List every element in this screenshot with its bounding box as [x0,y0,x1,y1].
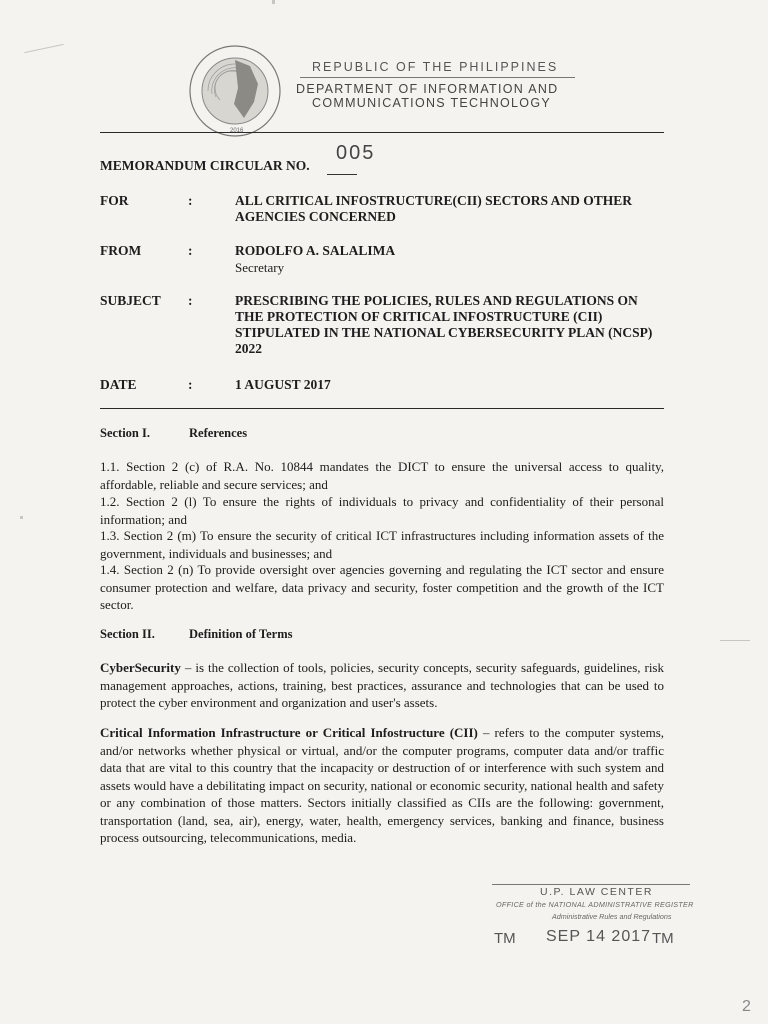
date-value: 1 AUGUST 2017 [235,377,331,392]
section-1-number: Section I. [100,426,150,440]
scan-mark [272,0,275,4]
header-department-line1: DEPARTMENT OF INFORMATION AND [296,82,559,96]
from-colon: : [188,243,193,258]
scan-mark [20,516,23,519]
page-number: 2 [742,998,751,1015]
header-department-line2: COMMUNICATIONS TECHNOLOGY [312,96,551,110]
scan-mark [720,640,750,641]
section-2-number: Section II. [100,627,155,641]
header-rule [100,132,664,133]
definition-text: – refers to the computer systems, and/or networks whether physical or virtual, and/or the computer programs, computer data and/or traffic data that are vital to this country that the incapacity or destruction of or interference with such system and assets would have a debilitating impact on security, national or economic security, national health and safety or any combination of those matters. Sectors initially classified as CIIs are the following: government, transportation (land, sea, air), energy, water, health, emergency services, banking and finance, business process outsourcing, telecommunications, media. [100,725,665,845]
header-republic: REPUBLIC OF THE PHILIPPINES [312,60,559,74]
from-value: RODOLFO A. SALALIMA [235,243,396,258]
reference-item: 1.2. Section 2 (l) To ensure the rights of individuals to privacy and confidentiality of their personal information; and [100,494,664,527]
section-2-title: Definition of Terms [189,627,293,641]
subject-value: PRESCRIBING THE POLICIES, RULES AND REGULATIONS ON THE PROTECTION OF CRITICAL INFOSTRUCTURE (CII) STIPULATED IN THE NATIONAL CYBERSECURITY PLAN (NCSP) 2022 [235,293,653,356]
date-label: DATE [100,377,137,392]
definition-cii [100,724,664,847]
for-colon: : [188,193,193,208]
definition-term: CyberSecurity [100,660,181,675]
definition-term: Critical Information Infrastructure or Critical Infostructure (CII) [100,725,478,740]
reference-item: 1.4. Section 2 (n) To provide oversight over agencies governing and regulating the ICT sector and ensure consumer protection and welfare, data privacy and security, foster competition and the growth of the ICT sector. [100,562,664,612]
stamp-date: SEP 14 2017 [546,928,652,945]
stamp-law-center: U.P. LAW CENTER [540,886,653,898]
stamp-mark-left: TM [494,930,516,947]
from-title: Secretary [235,260,285,275]
for-label: FOR [100,193,129,208]
dict-seal-logo [188,44,282,138]
stamp-mark-right: TM [652,930,674,947]
memo-number-underline [327,174,357,175]
reference-item: 1.3. Section 2 (m) To ensure the security of critical ICT infrastructures including information assets of the government, individuals and businesses; and [100,528,664,561]
definition-text: – is the collection of tools, policies, security concepts, security safeguards, guidelines, risk management approaches, actions, training, best practices, assurance and technologies that can be used to protect the cyber environment and organization and user's assets. [100,660,664,710]
memo-circular-label: MEMORANDUM CIRCULAR NO. [100,158,310,173]
subject-label: SUBJECT [100,293,161,308]
from-label: FROM [100,243,142,258]
section-1-title: References [189,426,248,440]
stamp-office: OFFICE of the NATIONAL ADMINISTRATIVE REGISTER [496,900,694,909]
definition-cybersecurity [100,659,664,712]
date-colon: : [188,377,193,392]
memo-header-rule [100,408,664,409]
memo-circular-number: 005 [336,142,376,164]
stamp-rules: Administrative Rules and Regulations [552,912,672,921]
reference-item: 1.1. Section 2 (c) of R.A. No. 10844 mandates the DICT to ensure the universal access to quality, affordable, reliable and secure services; and [100,459,664,492]
for-value: ALL CRITICAL INFOSTRUCTURE(CII) SECTORS AND OTHER AGENCIES CONCERNED [235,193,632,224]
stamp-border [492,884,690,885]
svg-text:2016: 2016 [230,128,244,134]
subject-colon: : [188,293,193,308]
scan-mark [24,44,63,53]
header-divider [300,77,575,78]
